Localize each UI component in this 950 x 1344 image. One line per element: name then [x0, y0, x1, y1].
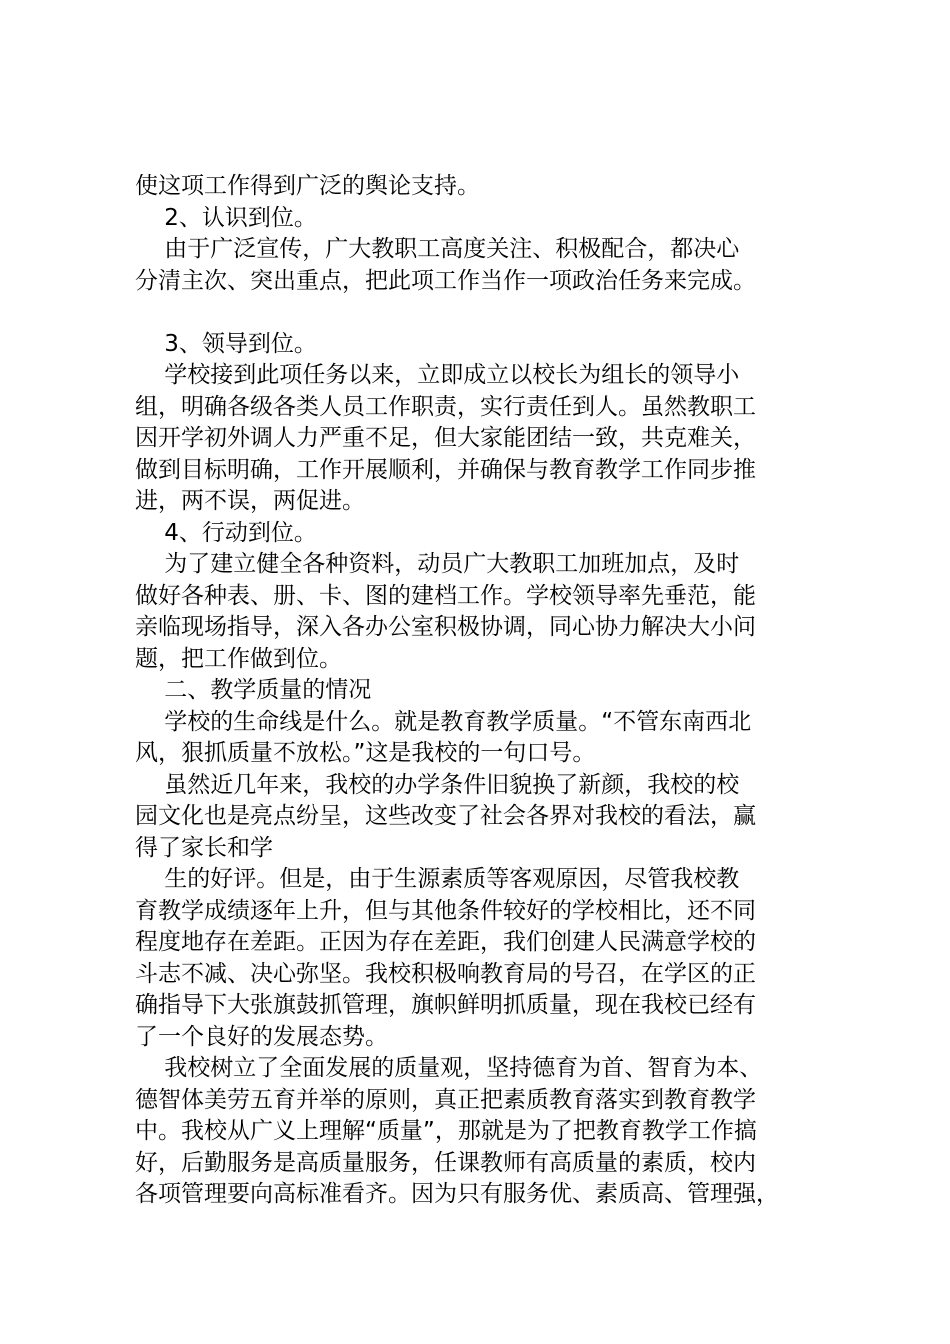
blank-line	[135, 297, 835, 329]
text-line: 因开学初外调人力严重不足，但大家能团结一致，共克难关，	[135, 425, 756, 451]
text-line: 做到目标明确，工作开展顺利，并确保与教育教学工作同步推	[135, 456, 756, 483]
section-heading: 二、教学质量的情况	[135, 677, 372, 703]
text-line: 好，后勤服务是高质量服务，任课教师有高质量的素质，校内	[135, 1149, 756, 1176]
text-line: 组，明确各级各类人员工作职责，实行责任到人。虽然教职工	[135, 393, 756, 420]
text-line: 学校接到此项任务以来，立即成立以校长为组长的领导小	[135, 362, 740, 388]
document-body	[135, 171, 835, 1211]
text-line: 园文化也是亮点纷呈，这些改变了社会各界对我校的看法，赢	[135, 803, 756, 829]
text-line: 虽然近几年来，我校的办学条件旧貌换了新颜，我校的校	[135, 771, 740, 798]
text-line: 为了建立健全各种资料，动员广大教职工加班加点，及时	[135, 551, 740, 577]
section-heading: 3、领导到位。	[135, 330, 317, 357]
text-line: 各项管理要向高标准看齐。因为只有服务优、素质高、管理强，	[135, 1181, 779, 1207]
text-line: 程度地存在差距。正因为存在差距，我们创建人民满意学校的	[135, 929, 756, 955]
text-line: 中。我校从广义上理解“质量”，那就是为了把教育教学工作搞	[135, 1118, 757, 1144]
text-line: 由于广泛宣传，广大教职工高度关注、积极配合，都决心	[135, 236, 740, 262]
text-line: 分清主次、突出重点，把此项工作当作一项政治任务来完成。	[135, 267, 756, 294]
text-line: 风，狠抓质量不放松。”这是我校的一句口号。	[135, 740, 596, 766]
section-heading: 2、认识到位。	[135, 204, 317, 231]
text-line: 生的好评。但是，由于生源素质等客观原因，尽管我校教	[135, 866, 740, 892]
text-line: 进，两不误，两促进。	[135, 488, 365, 514]
text-line: 德智体美劳五育并举的原则，真正把素质教育落实到教育教学	[135, 1086, 756, 1113]
text-line: 题，把工作做到位。	[135, 645, 342, 672]
text-line: 亲临现场指导，深入各办公室积极协调，同心协力解决大小问	[135, 614, 756, 640]
text-line: 我校树立了全面发展的质量观，坚持德育为首、智育为本、	[135, 1055, 763, 1081]
text-line: 使这项工作得到广泛的舆论支持。	[135, 173, 480, 199]
text-line: 斗志不减、决心弥坚。我校积极响教育局的号召，在学区的正	[135, 960, 756, 987]
text-line: 了一个良好的发展态势。	[135, 1023, 388, 1050]
text-line: 得了家长和学	[135, 834, 273, 861]
text-line: 做好各种表、册、卡、图的建档工作。学校领导率先垂范，能	[135, 582, 756, 609]
text-line: 育教学成绩逐年上升，但与其他条件较好的学校相比，还不同	[135, 897, 756, 924]
section-heading: 4、行动到位。	[135, 519, 317, 546]
text-line: 确指导下大张旗鼓抓管理，旗帜鲜明抓质量，现在我校已经有	[135, 992, 756, 1018]
text-line: 学校的生命线是什么。就是教育教学质量。“不管东南西北	[135, 708, 752, 735]
